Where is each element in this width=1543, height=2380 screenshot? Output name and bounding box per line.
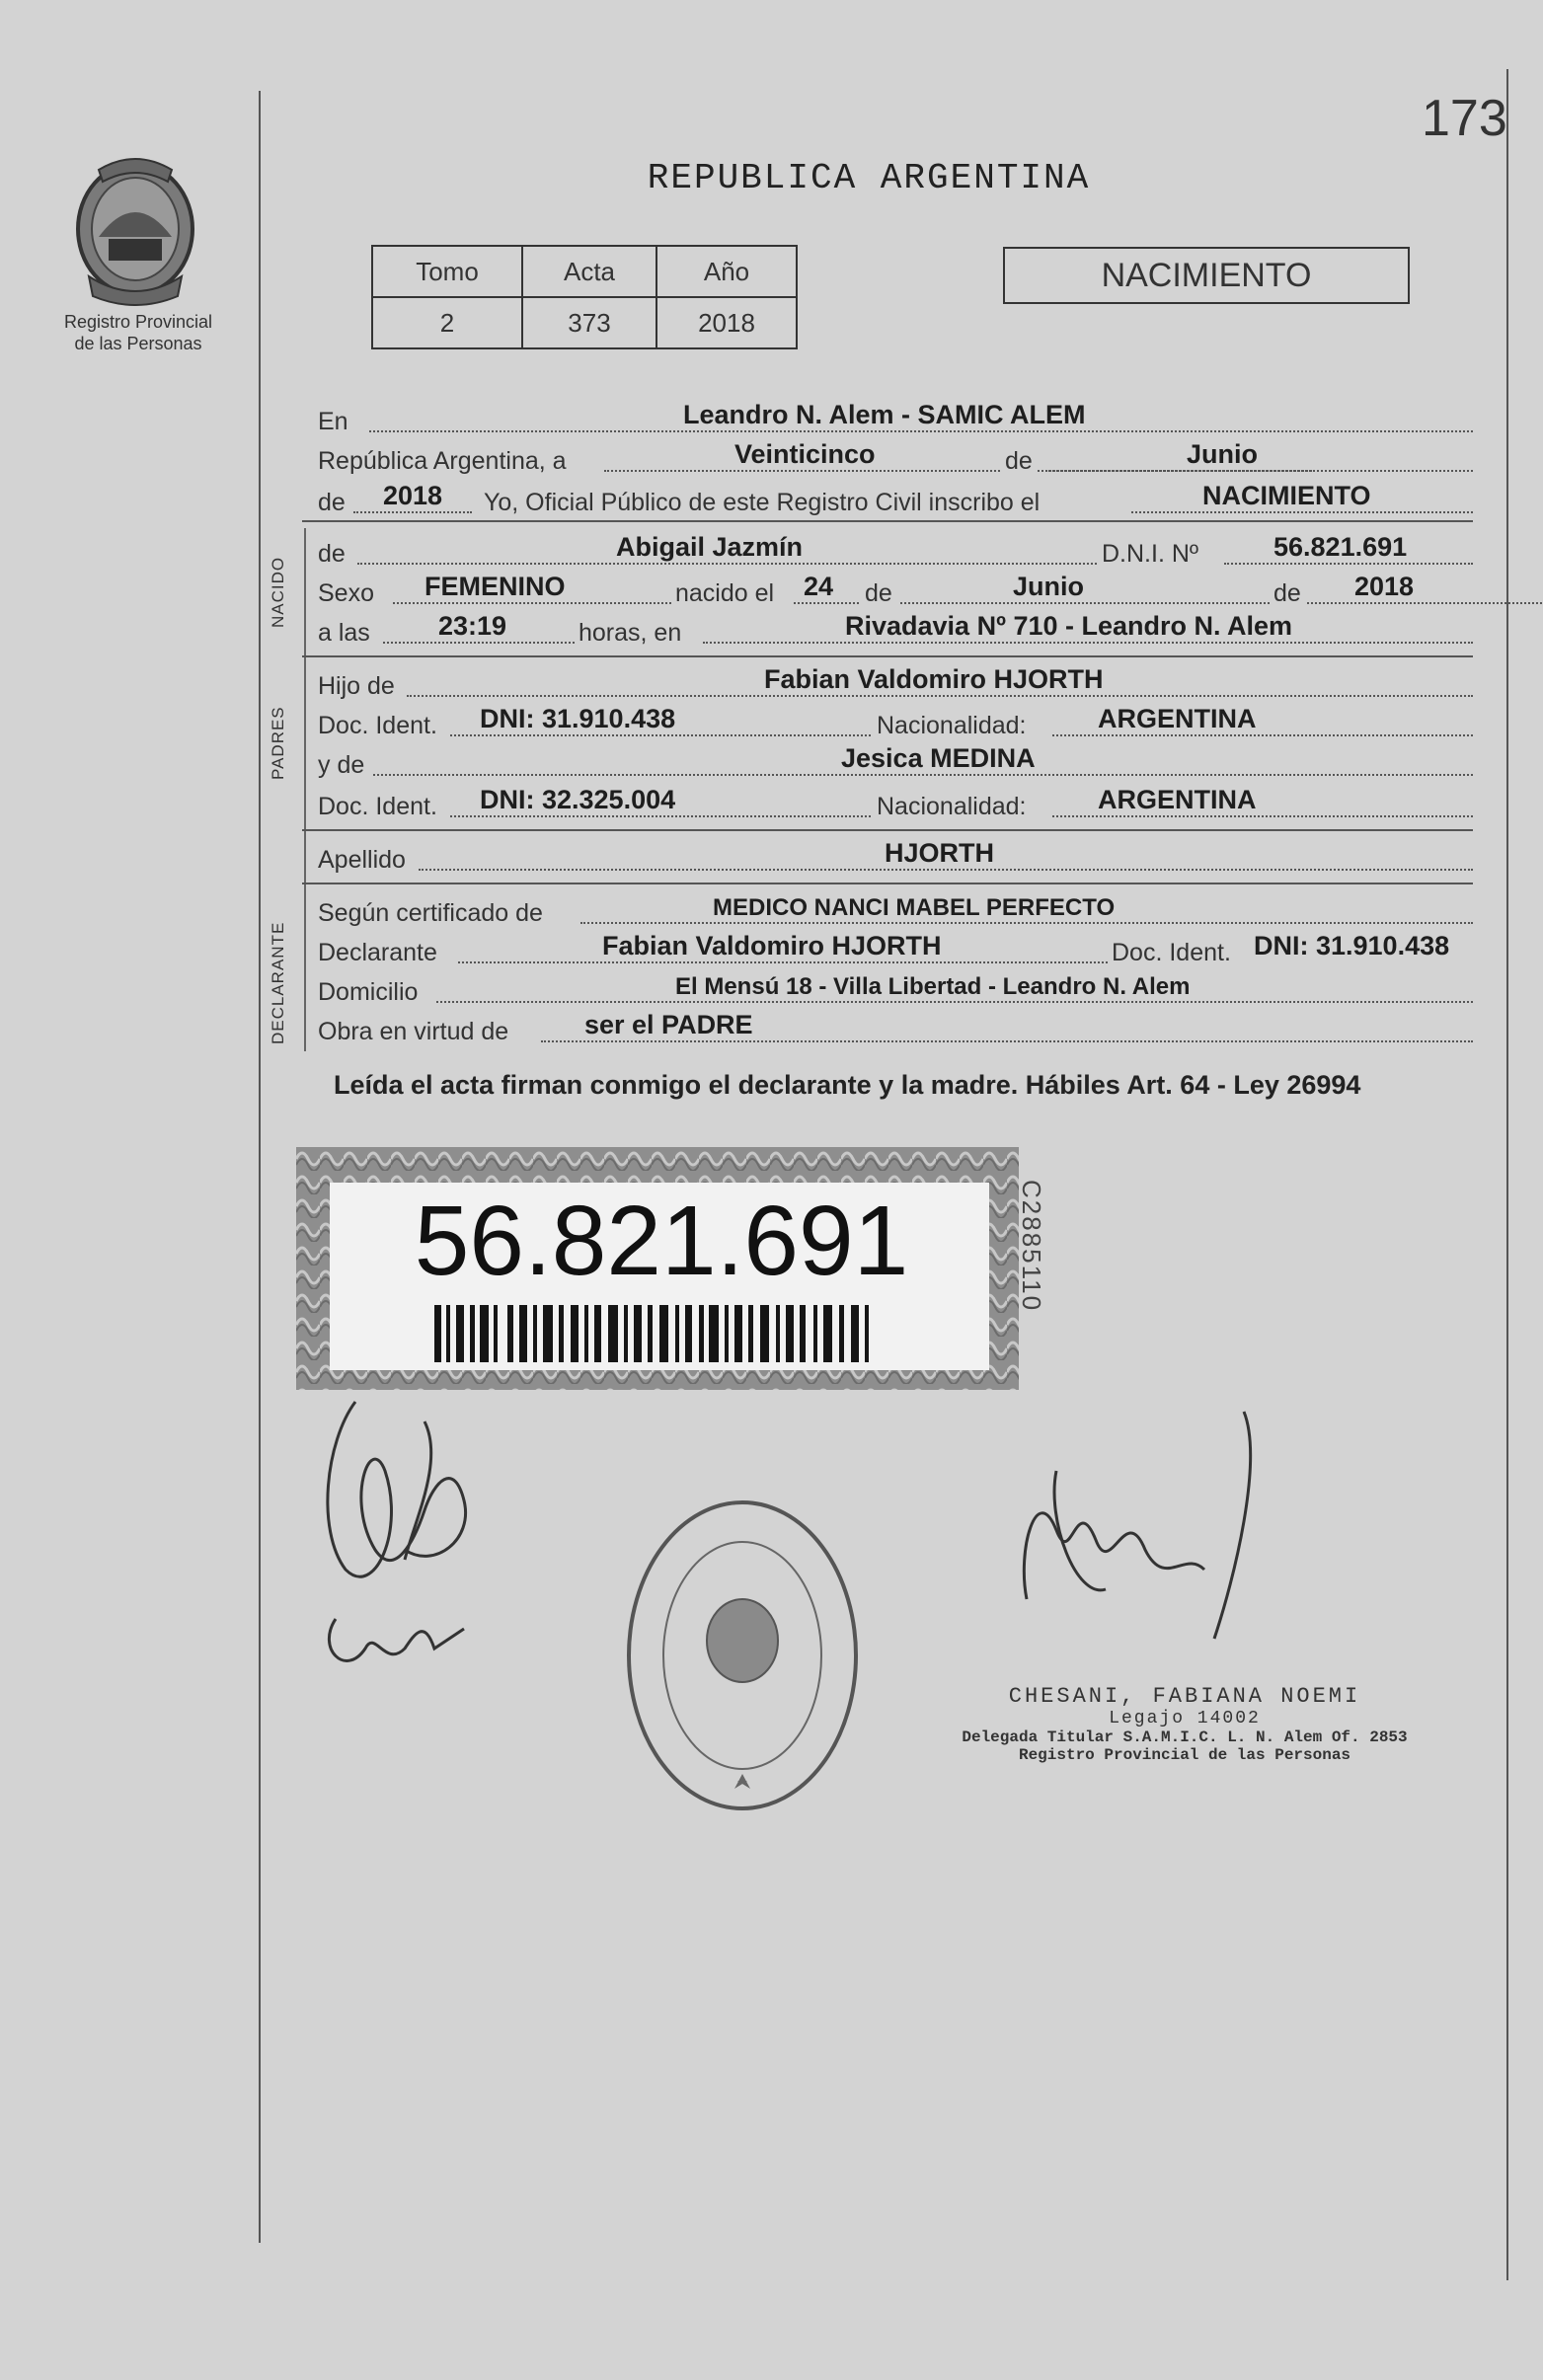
y-de-label: y de [318, 751, 365, 779]
official-registry: Registro Provincial de las Personas [1018, 1746, 1351, 1764]
capacity-value: ser el PADRE [584, 1010, 753, 1039]
official-title: Delegada Titular S.A.M.I.C. L. N. Alem Of. 2853 [962, 1728, 1408, 1746]
sexo-label: Sexo [318, 579, 374, 607]
anio-header: Año [656, 246, 797, 297]
doc-ident-label: Doc. Ident. [318, 712, 437, 739]
padres-section-label: PADRES [269, 706, 287, 780]
dotted-line [393, 602, 679, 604]
mother-nationality: ARGENTINA [1098, 785, 1257, 814]
apellido-line [318, 838, 1473, 875]
section-divider [302, 829, 1473, 831]
intro-line-date [318, 439, 1473, 476]
dni-sticker [296, 1147, 1019, 1406]
official-legajo: Legajo 14002 [1109, 1709, 1261, 1728]
newborn-dni: 56.821.691 [1273, 532, 1408, 562]
dotted-line [419, 869, 1473, 871]
declarante-section-label: DECLARANTE [269, 921, 287, 1044]
nacido-line-sex [318, 572, 1473, 608]
section-divider [302, 655, 1473, 657]
declarant-signature [316, 1382, 494, 1688]
crest-caption-line1: Registro Provincial [63, 312, 213, 332]
nacido-el-label: nacido el [671, 579, 778, 608]
hijo-de-label: Hijo de [318, 672, 395, 700]
record-type-box: NACIMIENTO [1003, 247, 1410, 304]
nacido-line-name [318, 532, 1473, 569]
crest-caption [39, 311, 237, 354]
dotted-line [1052, 734, 1473, 736]
certificado-label: Según certificado de [318, 899, 543, 927]
de-label2: de [1270, 579, 1305, 608]
horas-label: horas, en [579, 619, 682, 647]
tomo-value: 2 [372, 297, 522, 348]
year-value: 2018 [383, 481, 443, 510]
de-label: de [318, 540, 346, 568]
apellido-value: HJORTH [885, 838, 995, 868]
de-label2: de [318, 489, 346, 516]
alas-label: a las [318, 619, 370, 647]
acta-value: 373 [522, 297, 656, 348]
section-bracket-line [304, 528, 306, 1051]
address-value: El Mensú 18 - Villa Libertad - Leandro N. Alem [675, 973, 1191, 1000]
declarante-line-address [318, 973, 1473, 1007]
left-margin-line [259, 91, 261, 2243]
month-value: Junio [1187, 439, 1258, 469]
acta-header: Acta [522, 246, 656, 297]
de-label: de [861, 579, 896, 608]
province-crest-logo [69, 148, 202, 306]
birth-time: 23:19 [438, 611, 507, 641]
doc-ident-label: Doc. Ident. [1108, 939, 1235, 967]
tomo-header: Tomo [372, 246, 522, 297]
section-divider [302, 520, 1473, 522]
dotted-line [369, 430, 1473, 432]
intro-line-en [318, 400, 1473, 436]
document-title: REPUBLICA ARGENTINA [647, 158, 1091, 198]
republica-label: República Argentina, a [318, 447, 567, 475]
declarante-label: Declarante [318, 939, 437, 966]
dotted-line [1052, 815, 1473, 817]
dotted-line [373, 774, 1473, 776]
doc-ident-label: Doc. Ident. [318, 793, 437, 820]
crest-caption-line2: de las Personas [74, 334, 202, 353]
birth-day: 24 [804, 572, 834, 601]
apellido-label: Apellido [318, 846, 406, 874]
day-value: Veinticinco [734, 439, 876, 469]
dotted-line [900, 602, 1543, 604]
page-number: 173 [1422, 90, 1507, 147]
padres-line-mother-doc [318, 785, 1473, 821]
declarante-line-capacity [318, 1010, 1473, 1046]
nacionalidad-label: Nacionalidad: [873, 793, 1031, 821]
anio-value: 2018 [656, 297, 797, 348]
declarante-line-name [318, 931, 1473, 967]
dotted-line [794, 602, 863, 604]
dni-number: 56.821.691 [414, 1186, 909, 1296]
nacido-section-label: NACIDO [269, 556, 287, 628]
dotted-line [703, 642, 1473, 644]
official-name: CHESANI, FABIANA NOEMI [1008, 1684, 1361, 1709]
certificate-value: MEDICO NANCI MABEL PERFECTO [713, 894, 1116, 921]
obra-label: Obra en virtud de [318, 1018, 509, 1045]
padres-line-mother [318, 743, 1473, 780]
section-divider [302, 883, 1473, 884]
dotted-line [1131, 511, 1473, 513]
sexo-value: FEMENINO [424, 572, 566, 601]
dotted-line [407, 695, 1473, 697]
record-value: NACIMIENTO [1202, 481, 1371, 510]
mother-name: Jesica MEDINA [841, 743, 1036, 773]
official-stamp [948, 1684, 1422, 1764]
nacido-line-time [318, 611, 1473, 648]
place-value: Leandro N. Alem - SAMIC ALEM [683, 400, 1086, 429]
dotted-line [436, 1001, 1473, 1003]
declarante-name: Fabian Valdomiro HJORTH [602, 931, 942, 960]
father-doc: DNI: 31.910.438 [480, 704, 676, 733]
dotted-line [383, 642, 575, 644]
birth-year: 2018 [1354, 572, 1415, 601]
newborn-name: Abigail Jazmín [616, 532, 804, 562]
father-nationality: ARGENTINA [1098, 704, 1257, 733]
right-margin-line [1506, 69, 1508, 2280]
inscribo-text: Yo, Oficial Público de este Registro Civil inscribo el [484, 489, 1041, 516]
closing-note: Leída el acta firman conmigo el declarante y la madre. Hábiles Art. 64 - Ley 26994 [334, 1070, 1361, 1100]
dotted-line [353, 511, 472, 513]
padres-line-father [318, 664, 1473, 701]
padres-line-father-doc [318, 704, 1473, 740]
dotted-line [458, 961, 1119, 963]
de-label: de [1001, 447, 1037, 476]
birth-month: Junio [1013, 572, 1084, 601]
registry-seal [624, 1493, 861, 1818]
dotted-line [580, 922, 1473, 924]
intro-line-year [318, 481, 1473, 517]
father-name: Fabian Valdomiro HJORTH [764, 664, 1104, 694]
registry-table [371, 245, 798, 349]
declarante-line-cert [318, 894, 1473, 928]
dotted-line [1224, 563, 1473, 565]
dotted-line [1048, 470, 1473, 472]
dotted-line [357, 563, 1108, 565]
domicilio-label: Domicilio [318, 978, 419, 1006]
en-label: En [318, 408, 348, 435]
dni-label: D.N.I. Nº [1098, 540, 1202, 569]
control-number: C2885110 [1017, 1180, 1046, 1313]
official-signature [1017, 1402, 1273, 1658]
declarante-doc: DNI: 31.910.438 [1254, 931, 1450, 960]
birth-place: Rivadavia Nº 710 - Leandro N. Alem [845, 611, 1293, 641]
nacionalidad-label: Nacionalidad: [873, 712, 1031, 740]
mother-doc: DNI: 32.325.004 [480, 785, 676, 814]
dotted-line [541, 1040, 1473, 1042]
